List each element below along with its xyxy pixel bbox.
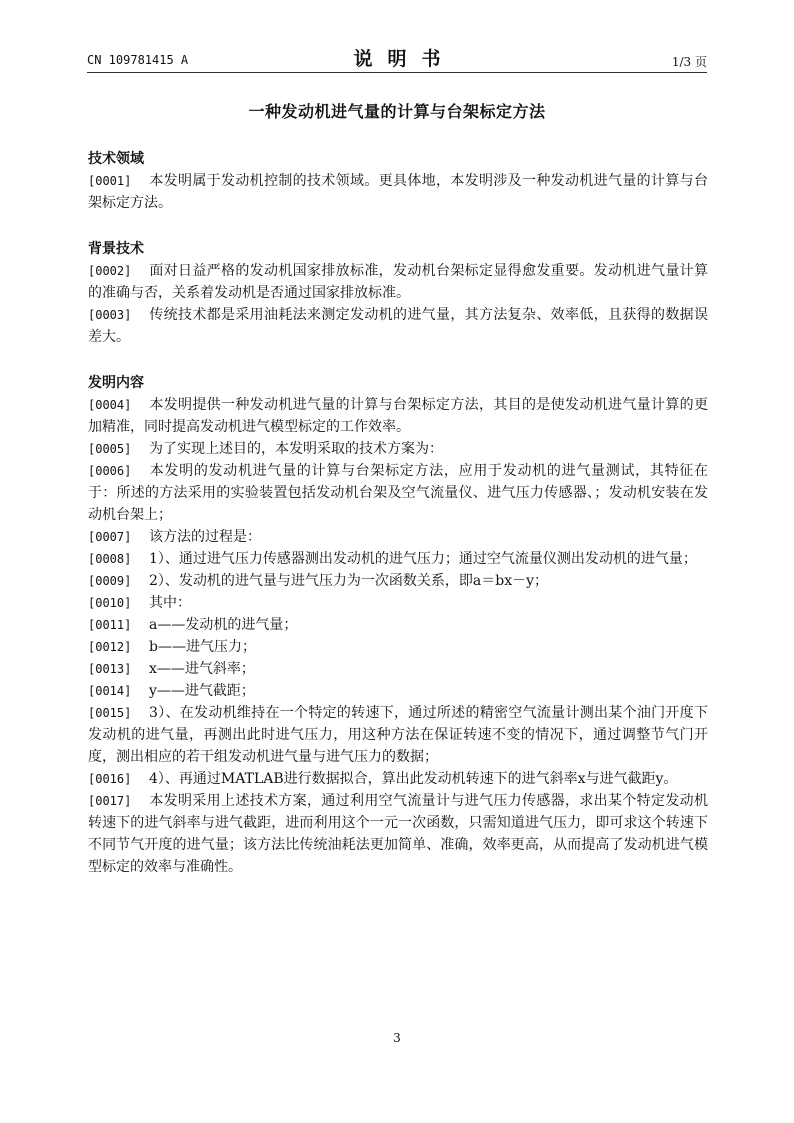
paragraph-text: 1）、通过进气压力传感器测出发动机的进气压力；通过空气流量仪测出发动机的进气量； bbox=[149, 551, 697, 567]
paragraph-number: [0009] bbox=[88, 574, 132, 588]
paragraph-number: [0004] bbox=[88, 398, 132, 412]
paragraph-number: [0016] bbox=[88, 772, 132, 786]
section bbox=[88, 372, 708, 878]
section-heading: 发明内容 bbox=[88, 375, 144, 391]
paragraph bbox=[88, 460, 708, 526]
document-title: 一种发动机进气量的计算与台架标定方法 bbox=[248, 102, 546, 121]
paragraph-number: [0015] bbox=[88, 706, 132, 720]
paragraph-number: [0006] bbox=[88, 464, 132, 478]
paragraph-text: x——进气斜率； bbox=[149, 661, 255, 677]
paragraph-text: 本发明采用上述技术方案，通过利用空气流量计与进气压力传感器，求出某个特定发动机转速下的进气斜率与进气截距，进而利用这个一元一次函数，只需知道进气压力，即可求这个转速下不同节气开度的进气量；该方法比传统油耗法更加简单、准确，效率更高，从而提高了发动机进气模型标定的效率与准确性。 bbox=[88, 793, 708, 875]
paragraph-number: [0007] bbox=[88, 530, 132, 544]
paragraph-number: [0013] bbox=[88, 662, 132, 676]
section-heading: 技术领域 bbox=[88, 151, 144, 167]
paragraph-text: 其中： bbox=[149, 595, 191, 611]
paragraph-text: 本发明的发动机进气量的计算与台架标定方法，应用于发动机的进气量测试，其特征在于：所述的方法采用的实验装置包括发动机台架及空气流量仪、进气压力传感器、；发动机安装在发动机台架上； bbox=[88, 463, 708, 523]
paragraph-number: [0002] bbox=[88, 264, 132, 278]
paragraph-number: [0005] bbox=[88, 442, 132, 456]
section-heading: 背景技术 bbox=[88, 241, 144, 257]
paragraph-number: [0012] bbox=[88, 640, 132, 654]
page-number: 3 bbox=[393, 1031, 401, 1045]
paragraph bbox=[88, 658, 708, 680]
paragraph-text: 本发明提供一种发动机进气量的计算与台架标定方法，其目的是使发动机进气量计算的更加精准，同时提高发动机进气模型标定的工作效率。 bbox=[88, 397, 708, 435]
paragraph bbox=[88, 304, 708, 348]
paragraph bbox=[88, 548, 708, 570]
document-body bbox=[88, 148, 708, 902]
paragraph-number: [0003] bbox=[88, 308, 132, 322]
paragraph bbox=[88, 702, 708, 768]
paragraph-number: [0011] bbox=[88, 618, 132, 632]
paragraph bbox=[88, 592, 708, 614]
paragraph-text: 3）、在发动机维持在一个特定的转速下，通过所述的精密空气流量计测出某个油门开度下发动机的进气量，再测出此时进气压力，用这种方法在保证转速不变的情况下，通过调整节气门开度，测出相应的若干组发动机进气量与进气压力的数据； bbox=[88, 705, 708, 765]
paragraph-text: b——进气压力； bbox=[149, 639, 256, 655]
paragraph-number: [0010] bbox=[88, 596, 132, 610]
document-type: 说明书 bbox=[353, 48, 456, 70]
paragraph bbox=[88, 570, 708, 592]
paragraph bbox=[88, 614, 708, 636]
paragraph-number: [0014] bbox=[88, 684, 132, 698]
section bbox=[88, 238, 708, 348]
page-header bbox=[87, 44, 707, 70]
paragraph bbox=[88, 768, 708, 790]
paragraph-text: 传统技术都是采用油耗法来测定发动机的进气量，其方法复杂、效率低，且获得的数据误差大。 bbox=[88, 307, 708, 345]
paragraph-number: [0008] bbox=[88, 552, 132, 566]
patent-number: CN 109781415 A bbox=[87, 53, 189, 67]
paragraph bbox=[88, 438, 708, 460]
paragraph-text: 2）、发动机的进气量与进气压力为一次函数关系，即a＝bx－y； bbox=[149, 573, 549, 589]
paragraph-text: 4）、再通过MATLAB进行数据拟合，算出此发动机转速下的进气斜率x与进气截距y。 bbox=[149, 771, 678, 787]
header-rule bbox=[87, 72, 707, 73]
paragraph bbox=[88, 170, 708, 214]
section bbox=[88, 148, 708, 214]
paragraph-number: [0017] bbox=[88, 794, 132, 808]
paragraph-text: 该方法的过程是： bbox=[149, 529, 261, 545]
page-indicator: 1/3 页 bbox=[671, 55, 707, 69]
paragraph bbox=[88, 526, 708, 548]
paragraph-text: 面对日益严格的发动机国家排放标准，发动机台架标定显得愈发重要。发动机进气量计算的准确与否，关系着发动机是否通过国家排放标准。 bbox=[88, 263, 708, 301]
paragraph bbox=[88, 790, 708, 878]
paragraph-text: 为了实现上述目的，本发明采取的技术方案为： bbox=[149, 441, 443, 457]
paragraph-text: y——进气截距； bbox=[149, 683, 255, 699]
paragraph-text: a——发动机的进气量； bbox=[149, 617, 298, 633]
paragraph bbox=[88, 394, 708, 438]
paragraph bbox=[88, 680, 708, 702]
paragraph bbox=[88, 260, 708, 304]
paragraph bbox=[88, 636, 708, 658]
paragraph-number: [0001] bbox=[88, 174, 132, 188]
paragraph-text: 本发明属于发动机控制的技术领域。更具体地，本发明涉及一种发动机进气量的计算与台架标定方法。 bbox=[88, 173, 708, 211]
